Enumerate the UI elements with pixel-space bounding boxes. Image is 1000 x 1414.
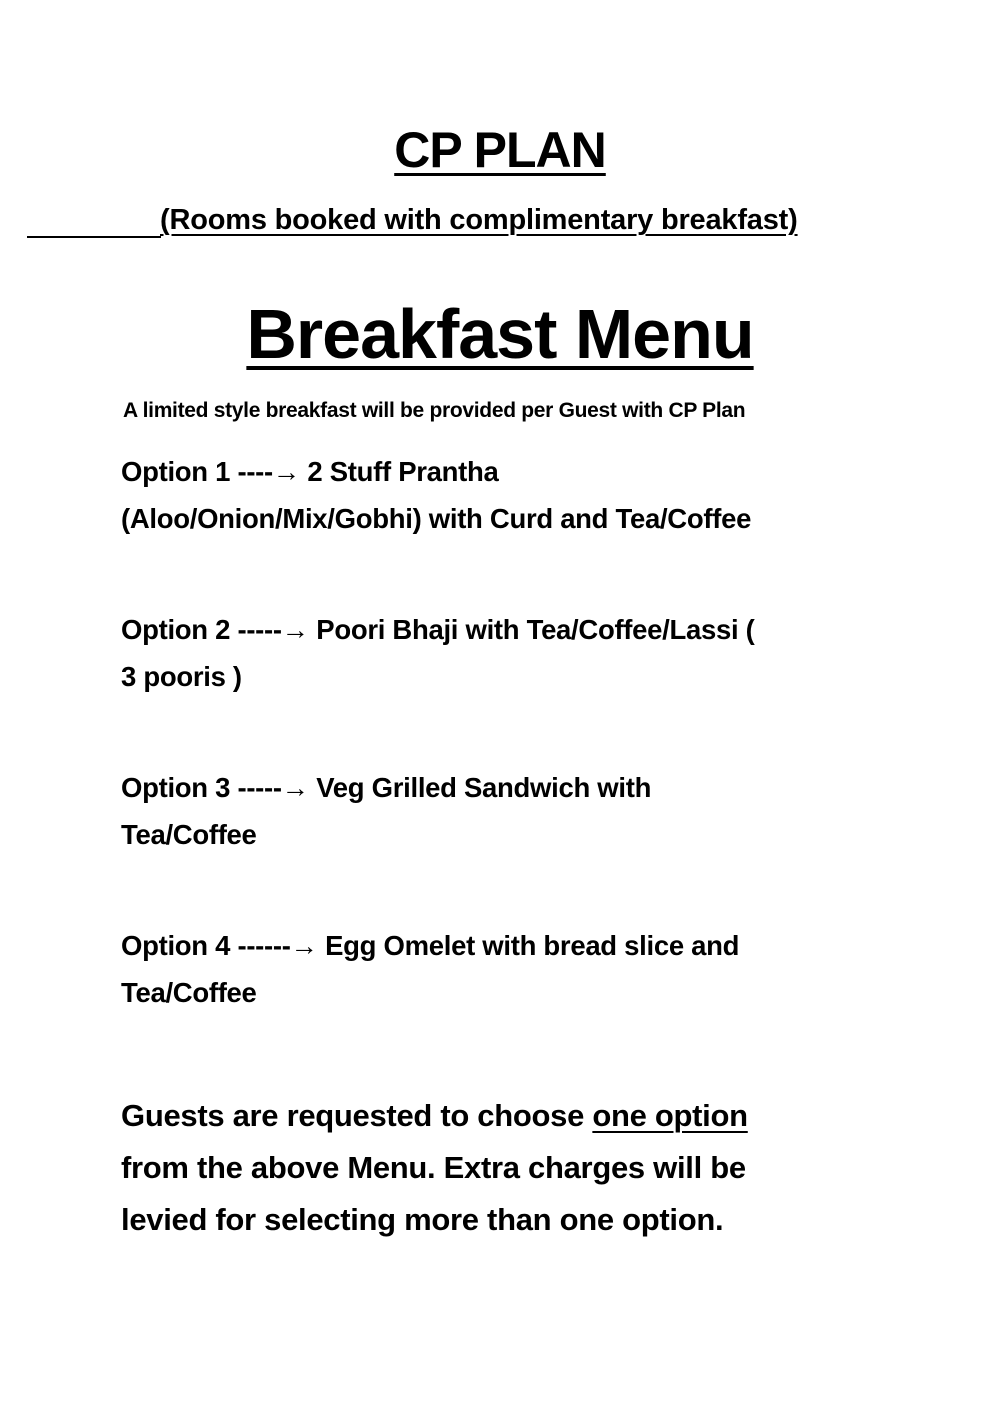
menu-option-4 [121,922,881,1016]
menu-option-2 [121,606,881,700]
option-3-line-2: Tea/Coffee [121,819,257,850]
menu-title-text: Breakfast Menu [246,295,754,373]
menu-intro: A limited style breakfast will be provided per Guest with CP Plan [123,399,746,422]
option-1-line-1: Option 1 ----→ 2 Stuff Prantha [121,456,499,487]
menu-option-1 [121,448,881,542]
notice-line-2: from the above Menu. Extra charges will be [121,1150,746,1185]
subtitle-underline-rule [27,236,161,238]
menu-title [0,290,1000,378]
guest-notice [121,1090,881,1246]
option-4-line-1: Option 4 ------→ Egg Omelet with bread slice and [121,930,740,961]
plan-subtitle [160,200,798,240]
option-3-line-1: Option 3 -----→ Veg Grilled Sandwich with [121,772,652,803]
notice-line-3: levied for selecting more than one option. [121,1202,724,1237]
plan-title-text: CP PLAN [394,122,606,178]
menu-option-3 [121,764,881,858]
option-2-line-2: 3 pooris ) [121,661,242,692]
option-4-line-2: Tea/Coffee [121,977,257,1008]
notice-line-1 [121,1090,881,1142]
plan-title [0,118,1000,182]
option-1-line-2: (Aloo/Onion/Mix/Gobhi) with Curd and Tea/Coffee [121,503,752,534]
notice-emphasis: one option [592,1098,748,1133]
option-2-line-1: Option 2 -----→ Poori Bhaji with Tea/Coffee/Lassi ( [121,614,755,645]
notice-line-1-prefix: Guests are requested to choose [121,1098,593,1133]
plan-subtitle-text: (Rooms booked with complimentary breakfast) [160,204,798,236]
